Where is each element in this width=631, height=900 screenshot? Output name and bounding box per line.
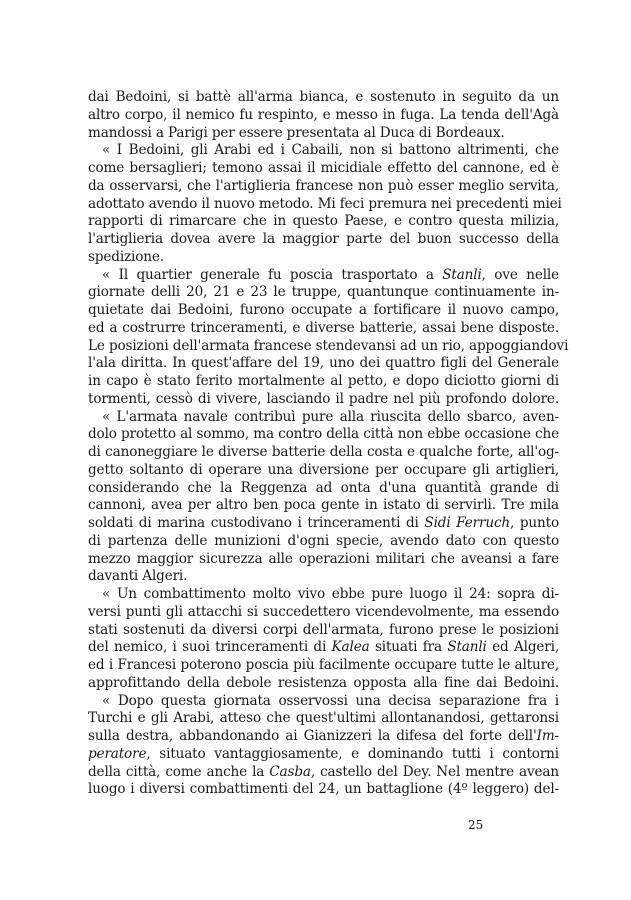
text-line (88, 373, 559, 391)
text-line (88, 533, 559, 551)
text-segment: ed i Francesi poterono poscia più facilmente occupare tutte le alture, (88, 657, 559, 673)
text-segment: della città, come anche la (88, 763, 270, 780)
text-segment: di partenza delle munizioni d'ogni specie, avendo dato con questo (88, 532, 559, 549)
text-segment: giornate delli 20, 21 e 23 le truppe, quantunque continuamente in- (88, 284, 559, 301)
text-line (88, 728, 559, 746)
text-line (88, 657, 559, 675)
italic-text: Casba (269, 763, 311, 780)
text-segment: Turchi e gli Arabi, atteso che quest'ultimi allontanandosi, gettaronsi (88, 710, 559, 727)
text-line (88, 515, 559, 533)
text-segment: luogo i diversi combattimenti del 24, un battaglione (4º leggero) del- (88, 781, 559, 798)
text-line (88, 480, 559, 498)
text-segment: come bersaglieri; temono assai il micidiale effetto del cannone, ed è (88, 160, 559, 176)
text-segment: « Dopo questa giornata osservossi una decisa separazione fra i (102, 692, 559, 709)
text-line (88, 160, 559, 178)
text-segment: dai Bedoini, si battè all'arma bianca, e sostenuto in seguito da un (88, 89, 559, 105)
text-segment: del nemico, i suoi trinceramenti di (88, 639, 332, 656)
text-segment: getto soltanto di operare una diversione per occupare gli artiglieri, (88, 461, 559, 478)
text-line (88, 142, 559, 160)
text-line (88, 622, 559, 640)
text-segment: mezzo maggior sicurezza alle operazioni militari che aveansi a fare (88, 550, 559, 567)
text-line (88, 462, 559, 480)
text-segment: sulla destra, abbandonando ai Gianizzeri la difesa del forte dell' (88, 728, 537, 744)
text-segment: , punto (510, 515, 559, 531)
text-line (88, 693, 559, 711)
text-segment: « Il quartier generale fu poscia trasportato a (102, 266, 443, 283)
text-segment: rapporti di rimarcare che in questo Paese, e contro questa milizia, (88, 213, 559, 230)
text-line (88, 409, 559, 427)
text-segment: in capo è stato ferito mortalmente al petto, e dopo diciotto giorni di (88, 373, 559, 389)
text-line (88, 710, 559, 728)
text-line (88, 444, 559, 462)
text-segment: ed a costrurre trinceramenti, e diverse batterie, assai bene disposte. (88, 319, 559, 336)
text-segment: versi punti gli attacchi si succedettero vicendevolmente, ma essendo (88, 603, 559, 620)
text-segment: altro corpo, il nemico fu respinto, e messo in fuga. La tenda dell'Agà (88, 106, 559, 123)
text-segment: , ove nelle (481, 266, 559, 283)
text-segment: quietate dai Bedoini, furono occupate a fortificare il nuovo campo, (88, 302, 559, 318)
italic-text: Im- (536, 728, 559, 744)
page-number: 25 (468, 818, 484, 832)
text-segment: l'ala diritta. In quest'affare del 19, uno dei quattro figli del Generale (88, 355, 559, 372)
text-line (88, 781, 559, 799)
text-segment: Le posizioni dell'armata francese stendevansi ad un rio, appoggiandovi (88, 337, 569, 354)
text-segment: spedizione. (88, 248, 164, 265)
italic-text: Kalea (331, 639, 370, 656)
text-line (88, 125, 559, 143)
italic-text: Sidi Ferruch (424, 515, 511, 531)
text-segment: adottato avendo il nuovo metodo. Mi feci premura nei precedenti miei (88, 195, 562, 212)
text-segment: cannoni, avea per altro ben poca gente in istato di servirli. Tre mila (88, 497, 559, 514)
text-segment: l'artiglieria dovea avere la maggior parte del buon successo della (88, 231, 559, 247)
text-line (88, 320, 559, 338)
text-line (88, 568, 559, 586)
text-line (88, 426, 559, 444)
text-line (88, 355, 559, 373)
text-segment: da osservarsi, che l'artiglieria francese non può esser meglio servita, (88, 177, 559, 194)
text-segment: davanti Algeri. (88, 568, 188, 585)
text-segment: soldati di marina custodivano i trinceramenti di (88, 515, 425, 531)
italic-text: Stanli (447, 639, 487, 656)
text-line (88, 178, 559, 196)
text-line (88, 391, 559, 409)
text-line (88, 639, 559, 657)
text-line (88, 195, 562, 214)
text-line (88, 764, 559, 782)
text-segment: situati fra (369, 639, 448, 656)
text-segment: , castello del Dey. Nel mentre avean (310, 763, 559, 780)
text-segment: « I Bedoini, gli Arabi ed i Cabaili, non si battono altrimenti, che (102, 142, 559, 159)
text-segment: « L'armata navale contribuì pure alla riuscita dello sbarco, aven- (102, 408, 559, 425)
text-segment: ed Algeri, (486, 639, 559, 656)
text-line (88, 267, 559, 285)
text-segment: mandossi a Parigi per essere presentata al Duca di Bordeaux. (88, 124, 505, 141)
text-line (88, 284, 559, 302)
text-line (88, 249, 559, 267)
text-line (88, 107, 559, 125)
text-segment: dolo protetto al sommo, ma contro della città non ebbe occasione che (88, 426, 559, 443)
italic-text: peratore (88, 745, 147, 762)
text-segment: approfittando della debole resistenza opposta alla fine dai Bedoini. (88, 674, 559, 691)
italic-text: Stanli (442, 266, 482, 283)
text-segment: , situato vantaggiosamente, e dominando tutti i contorni (146, 745, 559, 762)
text-segment: tormenti, cessò di vivere, lasciando il padre nel più profondo dolore. (88, 390, 559, 407)
text-line (88, 586, 559, 604)
text-line (88, 89, 559, 107)
text-segment: « Un combattimento molto vivo ebbe pure luogo il 24: sopra di- (102, 586, 559, 602)
text-line (88, 551, 559, 569)
text-segment: stati sostenuti da diversi corpi dell'armata, furono prese le posizioni (88, 621, 559, 638)
text-segment: di canoneggiare le diverse batterie della costa e qualche forte, all'og- (88, 444, 559, 460)
text-line (88, 746, 559, 764)
text-line (88, 213, 559, 231)
text-line (88, 302, 559, 320)
page-body-text (88, 89, 569, 799)
text-line (88, 675, 559, 693)
text-line (88, 231, 559, 249)
text-line (88, 604, 559, 622)
text-line (88, 337, 569, 356)
text-line (88, 497, 559, 515)
text-segment: considerando che la Reggenza ad onta d'una quantità grande di (88, 479, 559, 496)
